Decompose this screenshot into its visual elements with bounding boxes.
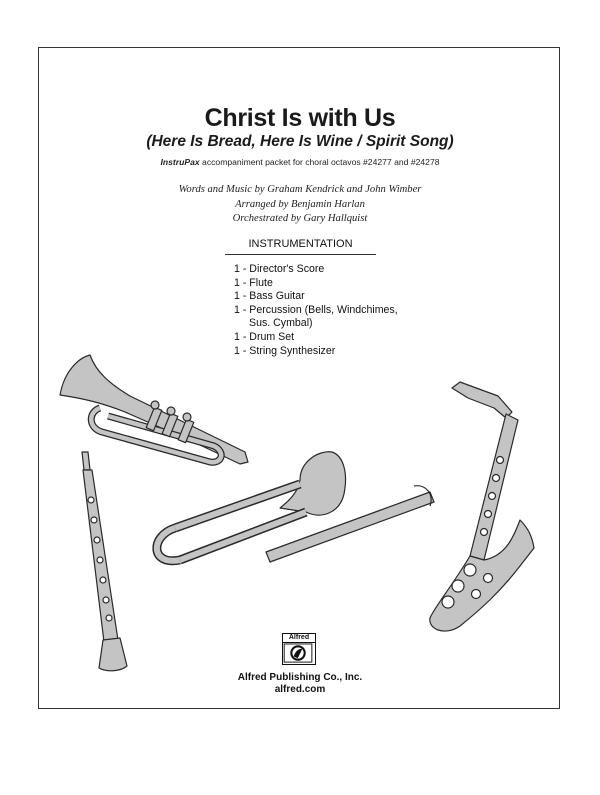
logo-wordmark: Alfred: [283, 634, 315, 643]
page-title: Christ Is with Us: [204, 104, 396, 132]
list-item: 1 - Percussion (Bells, Windchimes,: [234, 303, 398, 316]
list-item: 1 - Drum Set: [234, 330, 295, 343]
instrupax-brand: InstruPax: [160, 157, 200, 167]
packet-text: accompaniment packet for choral octavos #24277 and #24278: [199, 157, 440, 167]
list-item: 1 - Flute: [234, 276, 273, 289]
publisher-name: Alfred Publishing Co., Inc.: [237, 672, 363, 683]
list-item: 1 - String Synthesizer: [234, 344, 336, 357]
instrumentation-heading: INSTRUMENTATION: [225, 238, 376, 255]
alfred-emblem-icon: [283, 643, 314, 664]
clarinet-icon: [82, 452, 127, 671]
page-subtitle: (Here Is Bread, Here Is Wine / Spirit Song): [146, 133, 454, 150]
list-item: 1 - Bass Guitar: [234, 290, 305, 303]
trumpet-icon: [60, 355, 248, 464]
publisher-site: alfred.com: [274, 684, 326, 695]
publisher-block: [0, 672, 600, 696]
list-item-continuation: Sus. Cymbal): [249, 317, 313, 330]
saxophone-icon: [430, 382, 534, 631]
credit-arranger: Arranged by Benjamin Harlan: [235, 198, 365, 210]
alfred-logo: [282, 633, 316, 665]
credit-words-music: Words and Music by Graham Kendrick and John Wimber: [178, 184, 422, 195]
credit-orchestrator: Orchestrated by Gary Hallquist: [232, 213, 368, 224]
trombone-icon: [157, 452, 434, 562]
list-item: 1 - Director's Score: [234, 263, 325, 275]
